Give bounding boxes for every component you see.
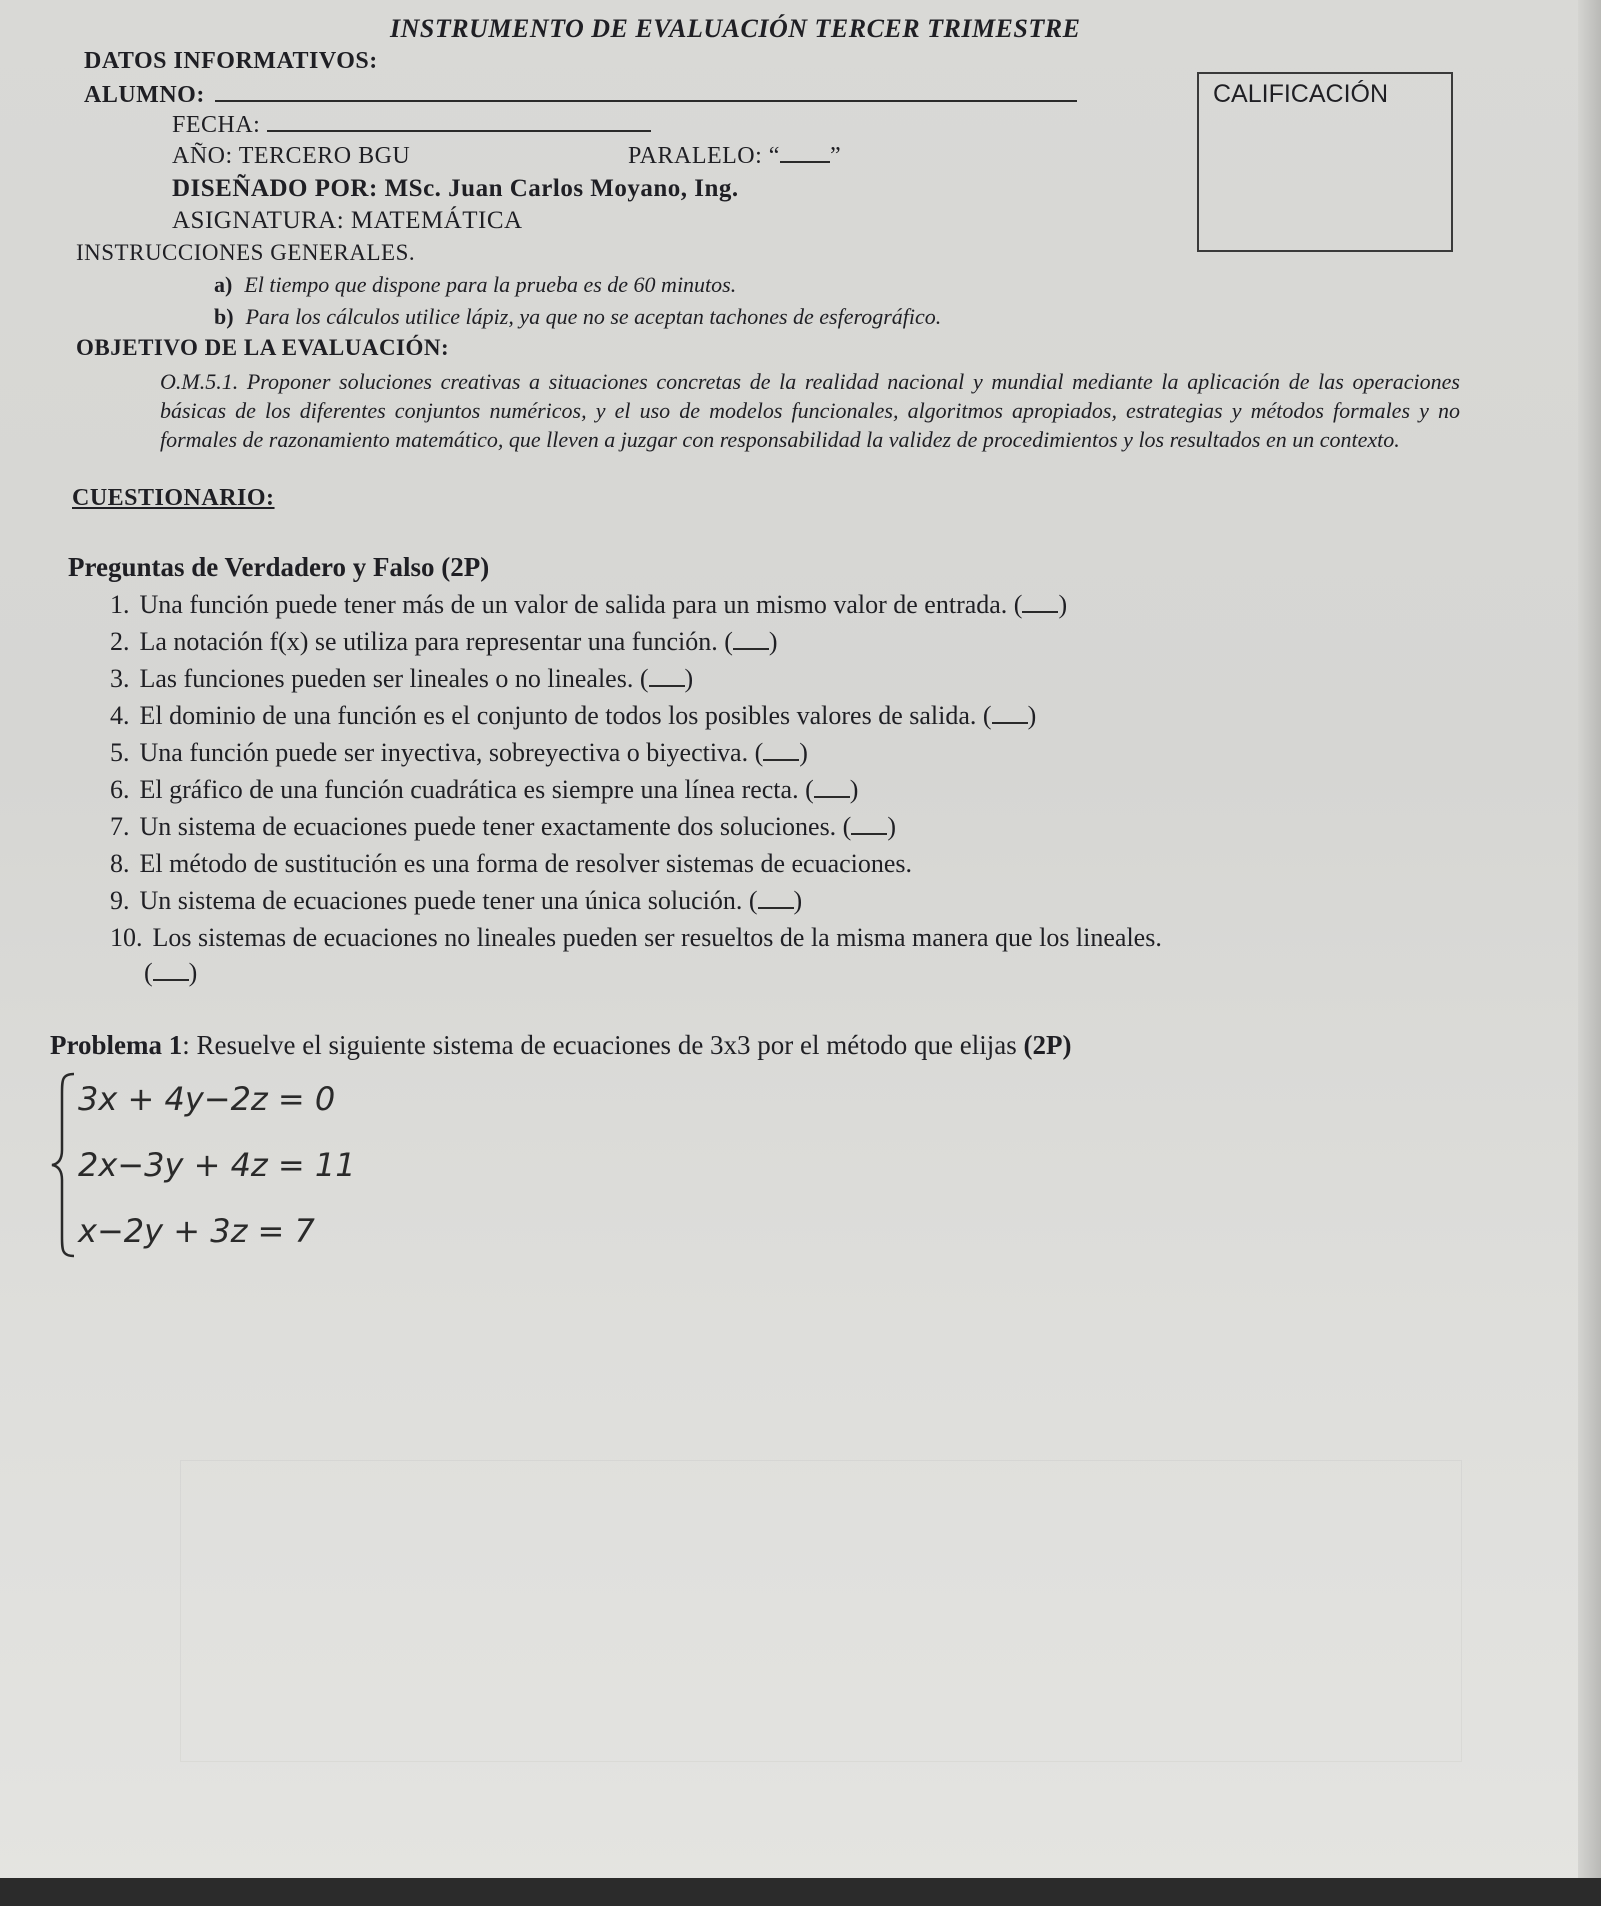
instrucciones-title: INSTRUCCIONES GENERALES.: [76, 240, 416, 265]
paralelo-label: PARALELO: “: [628, 143, 780, 169]
question-number: 2.: [110, 627, 130, 656]
question-number: 9.: [110, 886, 130, 915]
problema-points: (2P): [1023, 1030, 1072, 1060]
question-close-paren: ): [684, 664, 694, 693]
question-close-paren: ): [768, 627, 778, 656]
question-10-answer: [144, 958, 197, 988]
question-number: 4.: [110, 701, 130, 730]
question-number: 6.: [110, 775, 130, 804]
question-text: Un sistema de ecuaciones puede tener exactamente dos soluciones. (: [139, 812, 852, 841]
disenado-por-text: DISEÑADO POR: MSc. Juan Carlos Moyano, Ing.: [172, 175, 739, 202]
answer-open-paren: (: [144, 958, 153, 987]
fecha-blank-line: [267, 129, 651, 132]
answer-blank[interactable]: [814, 778, 850, 798]
answer-blank[interactable]: [851, 815, 887, 835]
question-text: Las funciones pueden ser lineales o no lineales. (: [139, 664, 649, 693]
instruction-item-b: [214, 304, 941, 330]
problema-label: Problema 1: [50, 1030, 183, 1060]
datos-informativos-label: DATOS INFORMATIVOS:: [84, 48, 378, 74]
question-text: El dominio de una función es el conjunto de todos los posibles valores de salida. (: [139, 701, 992, 730]
show-through-shadow: [180, 1460, 1462, 1762]
question-close-paren: ): [1058, 590, 1068, 619]
objetivo-text: O.M.5.1. Proponer soluciones creativas a situaciones concretas de la realidad nacional y mundial mediante la aplicación de las operaciones básicas de los diferentes conjuntos numéricos, y el uso de modelos funcionales, algoritmos apropiados, estrategias y métodos formales y no formales de razonamiento matemático, que lleven a juzgar con responsabilidad la validez de procedimientos y los resultados en un contexto.: [160, 369, 1460, 452]
question-number: 5.: [110, 738, 130, 767]
question-close-paren: ): [793, 886, 803, 915]
question-6: [110, 775, 858, 805]
instruction-letter: a): [214, 272, 233, 297]
answer-blank[interactable]: [733, 630, 769, 650]
question-text: El gráfico de una función cuadrática es siempre una línea recta. (: [139, 775, 814, 804]
question-number: 7.: [110, 812, 130, 841]
question-2: [110, 627, 778, 657]
question-number: 3.: [110, 664, 130, 693]
document-title: INSTRUMENTO DE EVALUACIÓN TERCER TRIMESTRE: [390, 14, 1081, 43]
question-8: [110, 849, 912, 879]
question-text: Un sistema de ecuaciones puede tener una única solución. (: [139, 886, 758, 915]
question-1: [110, 590, 1067, 620]
question-close-paren: ): [849, 775, 859, 804]
alumno-blank-line: [215, 99, 1077, 102]
question-7: [110, 812, 896, 842]
equation-2: 2x−3y + 4z = 11: [78, 1146, 356, 1184]
instruction-text: El tiempo que dispone para la prueba es de 60 minutos.: [244, 272, 737, 297]
system-brace: [48, 1070, 78, 1260]
problema-1-heading: [50, 1030, 1071, 1061]
calificacion-label: CALIFICACIÓN: [1213, 80, 1389, 108]
instruction-item-a: [214, 272, 736, 298]
question-3: [110, 664, 693, 694]
problema-text: : Resuelve el siguiente sistema de ecuaciones de 3x3 por el método que elijas: [182, 1030, 1024, 1060]
answer-blank[interactable]: [758, 889, 794, 909]
question-text: La notación f(x) se utiliza para representar una función. (: [139, 627, 733, 656]
answer-blank[interactable]: [763, 741, 799, 761]
question-close-paren: ): [1027, 701, 1037, 730]
paper-edge-shadow: [1578, 0, 1601, 1906]
question-text: Los sistemas de ecuaciones no lineales pueden ser resueltos de la misma manera que los lineales.: [152, 923, 1162, 952]
question-4: [110, 701, 1036, 731]
asignatura-text: ASIGNATURA: MATEMÁTICA: [172, 207, 523, 234]
instruction-letter: b): [214, 304, 234, 329]
question-number: 8.: [110, 849, 130, 878]
answer-blank[interactable]: [649, 667, 685, 687]
question-text: Una función puede tener más de un valor de salida para un mismo valor de entrada. (: [139, 590, 1023, 619]
fecha-row: [172, 112, 651, 139]
background-strip: [0, 1878, 1601, 1906]
question-close-paren: ): [799, 738, 808, 767]
verdadero-falso-title: Preguntas de Verdadero y Falso (2P): [68, 552, 490, 582]
answer-close-paren: ): [188, 958, 198, 987]
question-5: [110, 738, 808, 768]
question-text: Una función puede ser inyectiva, sobreyectiva o biyectiva. (: [139, 738, 764, 767]
question-9: [110, 886, 802, 916]
cuestionario-title: CUESTIONARIO:: [72, 485, 275, 511]
anio-text: AÑO: TERCERO BGU: [172, 143, 411, 169]
question-number: 10.: [110, 923, 143, 952]
objetivo-title: OBJETIVO DE LA EVALUACIÓN:: [76, 335, 450, 360]
question-number: 1.: [110, 590, 130, 619]
question-10: [110, 923, 1162, 953]
alumno-row: [84, 82, 1077, 109]
answer-blank[interactable]: [1022, 593, 1058, 613]
equation-3: x−2y + 3z = 7: [78, 1212, 315, 1250]
alumno-label: ALUMNO:: [84, 82, 205, 108]
fecha-label: FECHA:: [172, 112, 261, 138]
instruction-text: Para los cálculos utilice lápiz, ya que no se aceptan tachones de esferográfico.: [245, 304, 942, 329]
question-text: El método de sustitución es una forma de resolver sistemas de ecuaciones.: [139, 849, 913, 878]
equation-1: 3x + 4y−2z = 0: [78, 1080, 336, 1118]
answer-blank[interactable]: [992, 704, 1028, 724]
question-close-paren: ): [887, 812, 897, 841]
paralelo-blank-line: [780, 160, 830, 163]
paralelo-row: [628, 143, 841, 170]
paralelo-close-quote: ”: [829, 143, 842, 169]
answer-blank[interactable]: [153, 961, 189, 981]
